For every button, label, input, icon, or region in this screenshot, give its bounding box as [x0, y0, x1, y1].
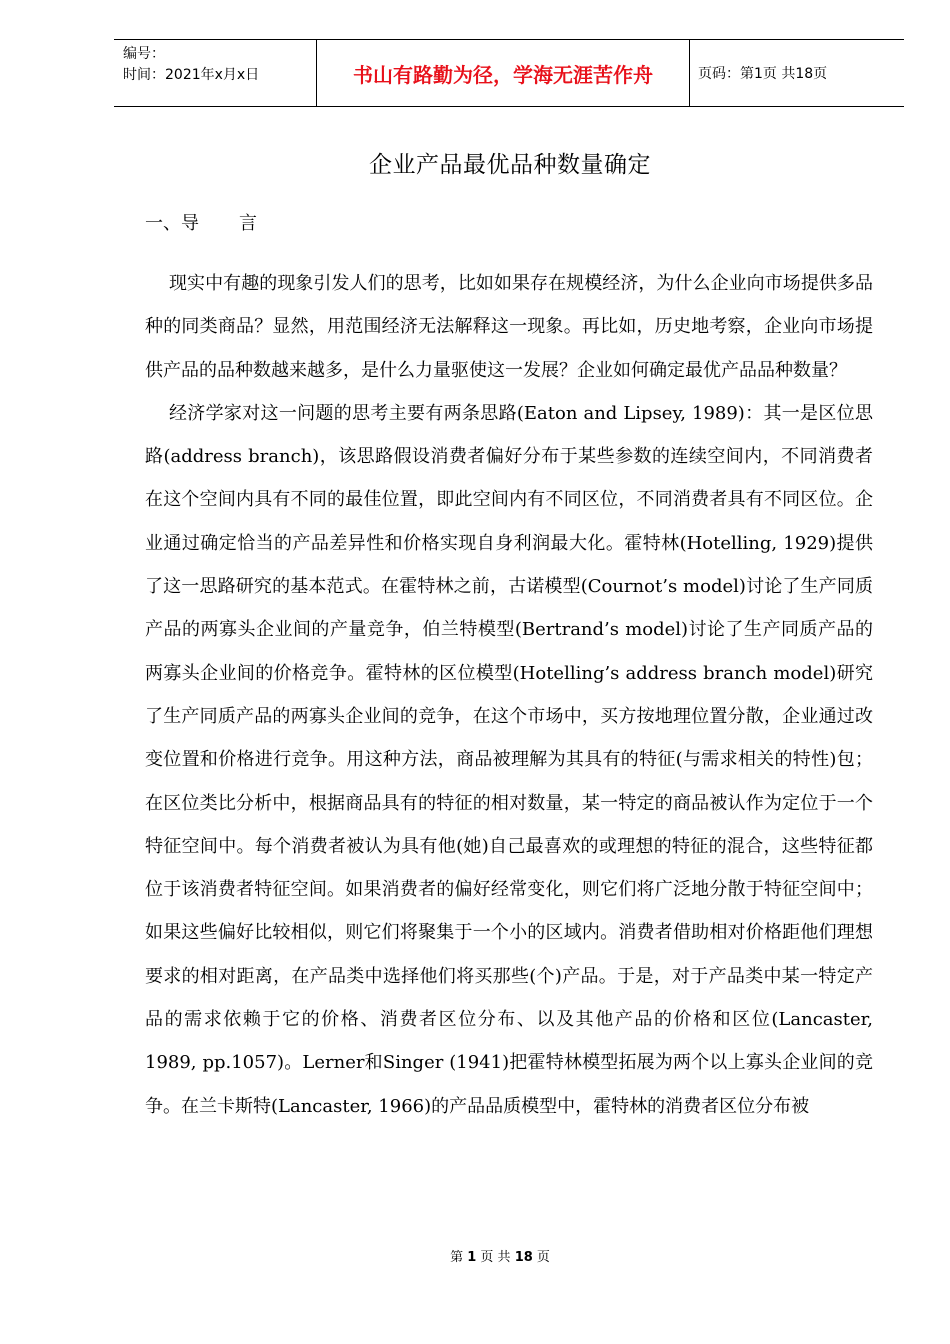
footer-pre: 第	[450, 1250, 464, 1265]
code-label: 编号：	[123, 46, 165, 62]
header-table	[114, 39, 904, 107]
time-label: 时间：2021年x月x日	[123, 67, 260, 83]
footer-post: 页	[536, 1250, 550, 1265]
header-page-info: 页码：第1页 共18页	[698, 66, 828, 82]
footer-mid: 页 共	[480, 1250, 511, 1265]
footer-total-pages: 18	[514, 1250, 533, 1265]
header-motto: 书山有路勤为径，学海无涯苦作舟	[316, 40, 690, 106]
footer-page-number: 1	[467, 1250, 477, 1265]
page-footer	[0, 1246, 950, 1265]
header-meta	[114, 40, 316, 106]
document-title: 企业产品最优品种数量确定	[369, 152, 651, 178]
paragraph-1: 现实中有趣的现象引发人们的思考，比如如果存在规模经济，为什么企业向市场提供多品种的同类商品？显然，用范围经济无法解释这一现象。再比如，历史地考察，企业向市场提供产品的品种数越来越多，是什么力量驱使这一发展？企业如何确定最优产品品种数量？	[145, 273, 873, 381]
paragraph-2: 经济学家对这一问题的思考主要有两条思路(Eaton and Lipsey, 1989)：其一是区位思路(address branch)，该思路假设消费者偏好分布于某些参数的连续空间内，不同消费者在这个空间内具有不同的最佳位置，即此空间内有不同区位，不同消费者具有不同区位。企业通过确定恰当的产品差异性和价格实现自身利润最大化。霍特林(Hotelling, 1929)提供了这一思路研究的基本范式。在霍特林之前，古诺模型(Cournot’s model)讨论了生产同质产品的两寡头企业间的产量竞争，伯兰特模型(Bertrand’s model)讨论了生产同质产品的两寡头企业间的价格竞争。霍特林的区位模型(Hotelling’s address branch model)研究了生产同质产品的两寡头企业间的竞争，在这个市场中，买方按地理位置分散，企业通过改变位置和价格进行竞争。用这种方法，商品被理解为其具有的特征(与需求相关的特性)包；在区位类比分析中，根据商品具有的特征的相对数量，某一特定的商品被认作为定位于一个特征空间中。每个消费者被认为具有他(她)自己最喜欢的或理想的特征的混合，这些特征都位于该消费者特征空间。如果消费者的偏好经常变化，则它们将广泛地分散于特征空间中；如果这些偏好比较相似，则它们将聚集于一个小的区域内。消费者借助相对价格距他们理想要求的相对距离，在产品类中选择他们将买那些(个)产品。于是，对于产品类中某一特定产品的需求依赖于它的价格、消费者区位分布、以及其他产品的价格和区位(Lancaster, 1989, pp.1057)。Lerner和Singer (1941)把霍特林模型拓展为两个以上寡头企业间的竞争。在兰卡斯特(Lancaster, 1966)的产品品质模型中，霍特林的消费者区位分布被	[145, 402, 873, 1117]
body-text	[145, 262, 873, 1128]
section-heading	[145, 209, 257, 235]
section-heading-rest: 言	[239, 213, 257, 234]
section-heading-num: 一、导	[145, 213, 199, 234]
